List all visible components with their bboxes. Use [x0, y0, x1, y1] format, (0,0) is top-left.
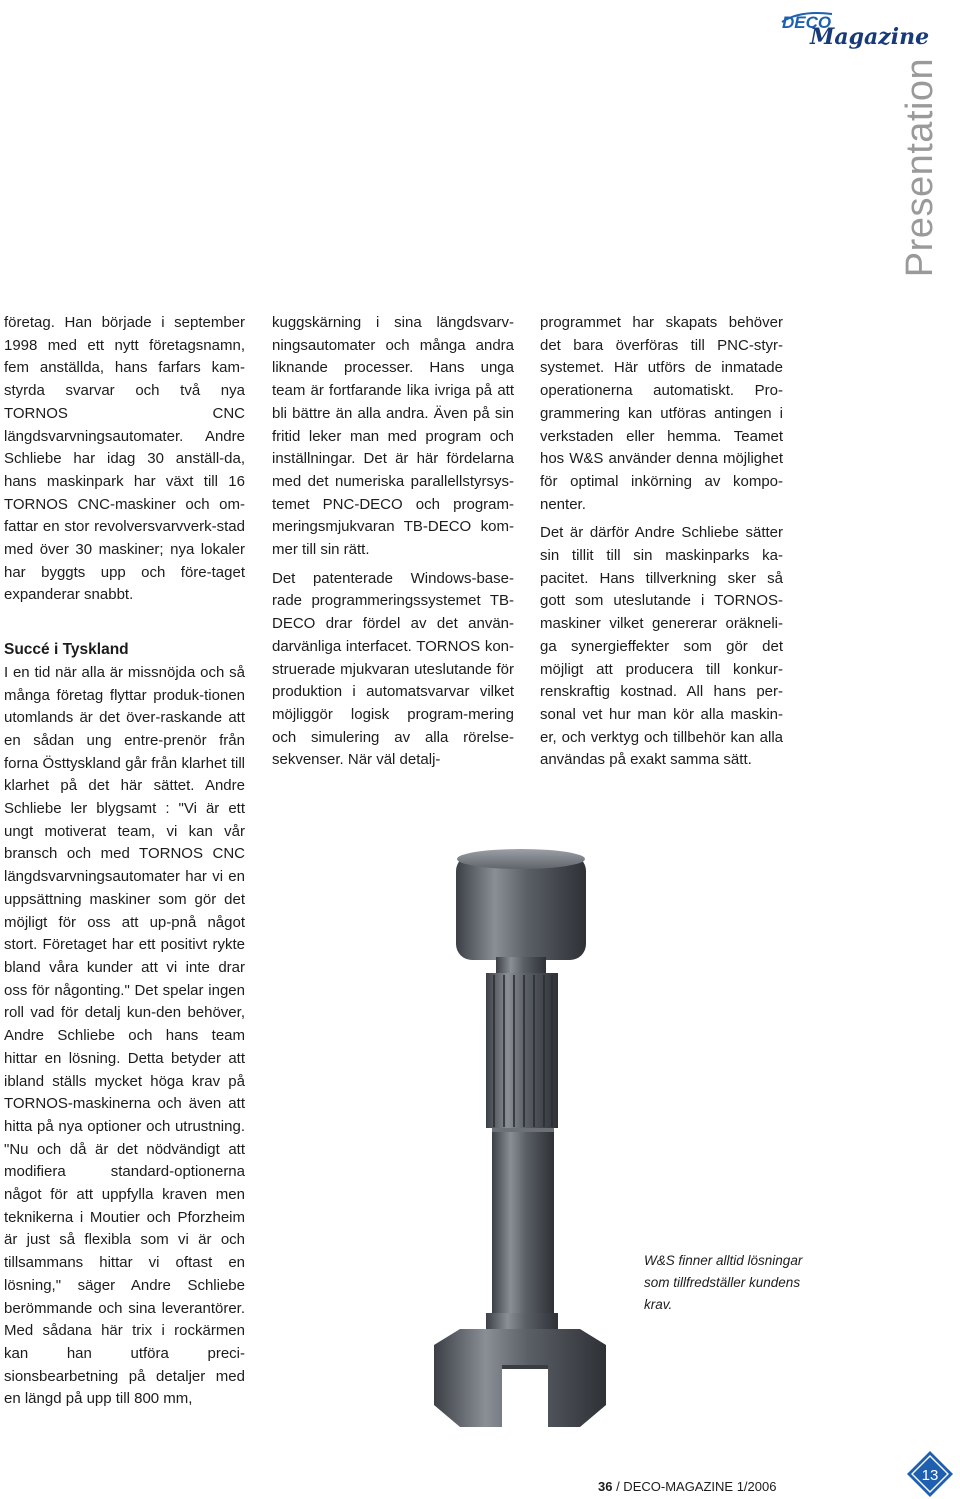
logo-word-deco: DECO — [782, 13, 832, 32]
section-heading: Succé i Tyskland — [4, 641, 129, 659]
machined-part-photo — [420, 845, 640, 1435]
page-number-badge — [906, 1450, 954, 1498]
deco-magazine-logo — [780, 6, 940, 52]
section-label-text: Presentation — [899, 57, 942, 278]
article-column-2 — [272, 312, 514, 772]
paragraph: Det patenterade Windows-base-rade programmeringssystemet TB-DECO drar fördel av det använ-darvänliga interfacet. TORNOS kon-struerade mjukvaran uteslutande för produktion i automatsvarvar vilket möjliggör logisk program-mering och simulering av alla rörelse-sekvenser. När väl detalj- — [272, 569, 514, 769]
article-column-1 — [4, 312, 245, 1411]
paragraph: programmet har skapats behöver det bara överföras till PNC-styr-systemet. Här utförs de inmatade operationerna automatiskt. Pro-grammering kan utföras antingen i verkstaden eller hemma. Teamet hos W&S använder denna möjlighet för optimal inkörning av kompo-nenter. — [540, 314, 783, 513]
paragraph: kuggskärning i sina längdsvarv-ningsautomater och många andra liknande processer. Hans unga team är fortfarande lika ivriga på att bli bättre än alla andra. Även på sin fritid leker man med program och inställningar. Det är här fördelarna med det numeriska parallellstyrsys-temet PNC-DECO och program-meringsmjukvaran TB-DECO kom-mer till sin rätt. — [272, 314, 514, 559]
paragraph: Det är därför Andre Schliebe sätter sin tillit till sin maskinparks ka-pacitet. Hans tillverkning sker så gott som uteslutande i TORNOS-maskiner vilket genererar oräkneli-ga synergieffekter som gör det möjligt att producera till konkur-renskraftig kostnad. All hans per-sonal vet hur man kör alla maskin-er, och verktyg och tillbehör kan alla användas på exakt samma sätt. — [540, 524, 783, 769]
page-footer — [598, 1479, 776, 1494]
logo-word-magazine: Magazine — [810, 24, 930, 50]
page-number: 36 — [598, 1479, 613, 1494]
paragraph: I en tid när alla är missnöjda och så många företag flyttar produk-tionen utomlands är det över-raskande att en sådan ung entre-prenör från forna Östtyskland går från klarhet till klarhet på det här sättet. Andre Schliebe ler blygsamt : "Vi är ett ungt motiverat team, vi kan vår bransch och med TORNOS CNC längdsvarvningsautomater har vi en uppsättning maskiner som gör det möjligt för oss att up-pnå något stort. Företaget har ett positivt rykte bland våra kunder att vi inte drar oss för någonting." Det spelar ingen roll vad för detalj kun-den behöver, Andre Schliebe och hans team hittar en lösning. Detta betyder att ibland ställs mycket höga krav på TORNOS-maskinerna och även att hitta på nya optioner och utrustning. "Nu och då är det nödvändigt att modifiera standard-optionerna något för att uppfylla kraven men teknikerna i Moutier och Pforzheim är just så flexibla som vi är och tillsammans hittar vi oftast en lösning," säger Andre Schliebe berömmande och sina leverantörer. Med sådana här trix i rockärmen kan han utföra preci-sionsbearbetning på detaljer med en längd på upp till 800 mm, — [4, 663, 245, 1408]
paragraph: företag. Han började i september 1998 med ett nytt företagsnamn, fem anställda, hans farfars kam-styrda svarvar och två nya TORNOS CNC längdsvarvningsautomater. Andre Schliebe har idag 30 anställ-da, hans maskinpark har växt till 16 TORNOS CNC-maskiner och om-fattar en stor revolversvarvverk-stad med över 30 maskiner; nya lokaler har byggts upp och före-taget expanderar snabbt. — [4, 314, 245, 604]
section-label — [898, 57, 944, 278]
article-column-3 — [540, 312, 783, 772]
issue-label: / DECO-MAGAZINE 1/2006 — [612, 1479, 777, 1494]
photo-caption: W&S finner alltid lösningar som tillfredställer kundens krav. — [644, 1252, 803, 1312]
page-badge-number: 13 — [921, 1467, 939, 1484]
